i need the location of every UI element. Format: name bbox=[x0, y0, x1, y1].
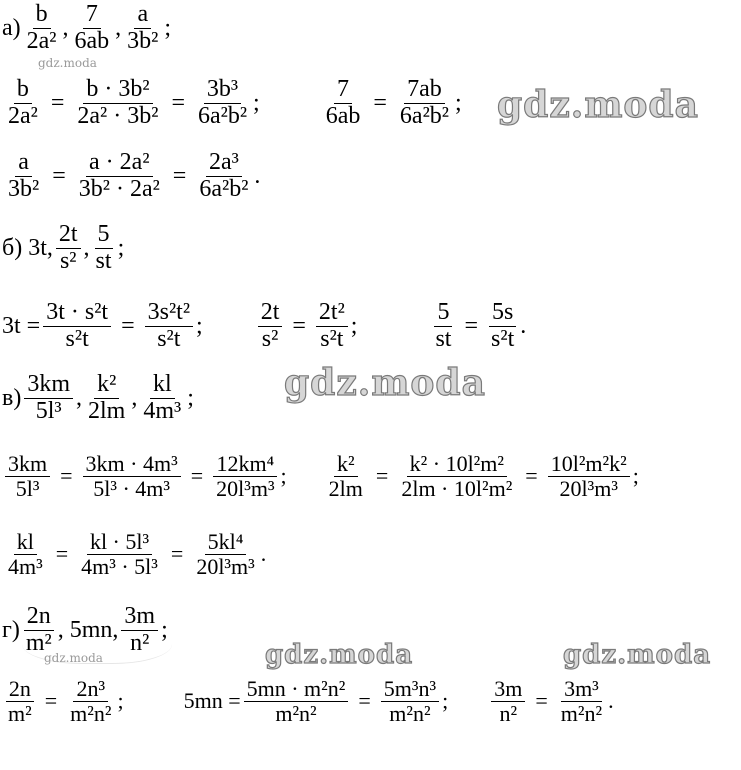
fraction: $\frac{\text{2t²}}{\text{s²t}}$ bbox=[316, 300, 348, 353]
line-g-eq: $\frac{2n}{\text{m²}}$ = $\frac{\text{2n³}}{\text{m²n²}}$ ; 5mn = $\frac{\text{5mn · m²n²}}{\text{m²n²}}$ = $\frac{\text{5m³n³}}{\text{m²n²}}$ ; $\frac{3m}{\text{n²}}$ = $\frac{\text{3m³}}{\text{m²n²}}$ . bbox=[2, 677, 614, 726]
line-v-eq1: $\frac{3km}{\text{5l³}}$ = $\frac{\text{3km · 4m³}}{\text{5l³ · 4m³}}$ = $\frac{\text{12km⁴}}{\text{20l³m³}}$ ; $\frac{\text{k²}}{2lm}$ = $\frac{\text{k² · 10l²m²}}{\text{2lm · 10l²m²}}$ = $\frac{\text{10l²m²k²}}{\text{20l³m³}}$ ; bbox=[2, 452, 639, 501]
fraction: $\frac{7ab}{\text{6a²b²}}$ bbox=[399, 76, 449, 129]
fraction: $\frac{2n}{\text{m²}}$ bbox=[5, 677, 35, 726]
fraction: $\frac{\text{k²}}{2lm}$ bbox=[328, 451, 363, 501]
fraction: $\frac{\text{5kl⁴}}{\text{20l³m³}}$ bbox=[196, 529, 255, 579]
fraction: $\frac{\text{10l²m²k²}}{\text{20l³m³}}$ bbox=[548, 452, 630, 501]
fraction: $\frac{3km}{\text{5l³}}$ bbox=[24, 372, 73, 425]
fraction: $\frac{3km}{\text{5l³}}$ bbox=[5, 452, 50, 501]
fraction: $\frac{\text{b · 3b²}}{\text{2a² · 3b²}}$ bbox=[77, 76, 159, 129]
fraction: $\frac{\text{3m³}}{\text{m²n²}}$ bbox=[560, 676, 603, 726]
fraction: $\frac{\text{a · 2a²}}{\text{3b² · 2a²}}$ bbox=[78, 149, 160, 202]
fraction: $\frac{\text{3km · 4m³}}{\text{5l³ · 4m³}}$ bbox=[83, 452, 181, 501]
fraction: $\frac{5s}{\text{s²t}}$ bbox=[488, 300, 517, 353]
fraction: $\frac{2n}{\text{m²}}$ bbox=[23, 604, 55, 657]
fraction: $\frac{2t}{\text{s²}}$ bbox=[56, 222, 81, 275]
line-a-task: а) $\frac{b}{\text{2a²}}$ , $\frac{7}{6ab}$ , $\frac{a}{\text{3b²}}$ ; bbox=[2, 1, 172, 54]
fraction: $\frac{\text{3t · s²t}}{\text{s²t}}$ bbox=[43, 300, 111, 353]
line-a-eq2: $\frac{a}{\text{3b²}}$ = $\frac{\text{a · 2a²}}{\text{3b² · 2a²}}$ = $\frac{\text{2a³}}{\text{6a²b²}}$ . bbox=[2, 150, 260, 203]
line-v-task: в) $\frac{3km}{\text{5l³}}$ , $\frac{\text{k²}}{2lm}$ , $\frac{kl}{\text{4m³}}$ ; bbox=[2, 371, 194, 424]
fraction: $\frac{b}{\text{2a²}}$ bbox=[26, 1, 57, 54]
fraction: $\frac{5}{st}$ bbox=[435, 299, 452, 352]
watermark-large-4: gdz.moda bbox=[563, 640, 712, 670]
fraction: $\frac{\text{3s²t²}}{\text{s²t}}$ bbox=[145, 300, 193, 353]
fraction: $\frac{b}{\text{2a²}}$ bbox=[8, 76, 38, 129]
fraction: $\frac{3m}{\text{n²}}$ bbox=[121, 604, 158, 657]
fraction: $\frac{5}{st}$ bbox=[95, 221, 112, 274]
fraction: $\frac{\text{k² · 10l²m²}}{\text{2lm · 10l²m²}}$ bbox=[401, 451, 513, 501]
watermark-small-2: gdz.moda bbox=[44, 651, 103, 665]
fraction: $\frac{\text{2n³}}{\text{m²n²}}$ bbox=[70, 676, 112, 726]
line-b-task: б) 3t, $\frac{2t}{\text{s²}}$ , $\frac{5}{st}$ ; bbox=[2, 221, 125, 274]
fraction: $\frac{a}{\text{3b²}}$ bbox=[8, 149, 40, 202]
fraction: $\frac{7}{6ab}$ bbox=[74, 1, 110, 54]
line-v-eq2: $\frac{kl}{\text{4m³}}$ = $\frac{\text{kl · 5l³}}{\text{4m³ · 5l³}}$ = $\frac{\text{5kl⁴}}{\text{20l³m³}}$ . bbox=[2, 530, 266, 579]
line-g-task: г) $\frac{2n}{\text{m²}}$ , 5mn, $\frac{3m}{\text{n²}}$ ; bbox=[2, 603, 168, 656]
fraction: $\frac{kl}{\text{4m³}}$ bbox=[8, 529, 43, 579]
fraction: $\frac{a}{\text{3b²}}$ bbox=[127, 1, 159, 54]
fraction: $\frac{\text{2a³}}{\text{6a²b²}}$ bbox=[199, 149, 249, 202]
watermark-large-1: gdz.moda bbox=[497, 84, 699, 126]
fraction: $\frac{kl}{\text{4m³}}$ bbox=[143, 371, 182, 424]
fraction: $\frac{7}{6ab}$ bbox=[325, 76, 361, 129]
fraction: $\frac{\text{3b³}}{\text{6a²b²}}$ bbox=[198, 76, 248, 129]
line-b-eq: 3t = $\frac{\text{3t · s²t}}{\text{s²t}}$ = $\frac{\text{3s²t²}}{\text{s²t}}$ ; $\frac{2t}{\text{s²}}$ = $\frac{\text{2t²}}{\text{s²t}}$ ; $\frac{5}{st}$ = $\frac{5s}{\text{s²t}}$ . bbox=[2, 299, 527, 352]
watermark-large-3: gdz.moda bbox=[265, 640, 414, 670]
fraction: $\frac{\text{12km⁴}}{\text{20l³m³}}$ bbox=[213, 452, 277, 501]
line-a-eq1: $\frac{b}{\text{2a²}}$ = $\frac{\text{b · 3b²}}{\text{2a² · 3b²}}$ = $\frac{\text{3b³}}{\text{6a²b²}}$ ; $\frac{7}{6ab}$ = $\frac{7ab}{\text{6a²b²}}$ ; bbox=[2, 77, 462, 130]
fraction: $\frac{3m}{\text{n²}}$ bbox=[491, 677, 525, 726]
fraction: $\frac{2t}{\text{s²}}$ bbox=[258, 300, 283, 353]
watermark-small-1: gdz.moda bbox=[38, 56, 97, 70]
fraction: $\frac{\text{kl · 5l³}}{\text{4m³ · 5l³}}$ bbox=[81, 529, 158, 579]
fraction: $\frac{\text{k²}}{2lm}$ bbox=[88, 371, 126, 424]
label-a: а) bbox=[2, 14, 21, 41]
fraction: $\frac{\text{5mn · m²n²}}{\text{m²n²}}$ bbox=[244, 677, 349, 726]
fraction: $\frac{\text{5m³n³}}{\text{m²n²}}$ bbox=[381, 677, 439, 726]
watermark-large-2: gdz.moda bbox=[284, 362, 486, 404]
